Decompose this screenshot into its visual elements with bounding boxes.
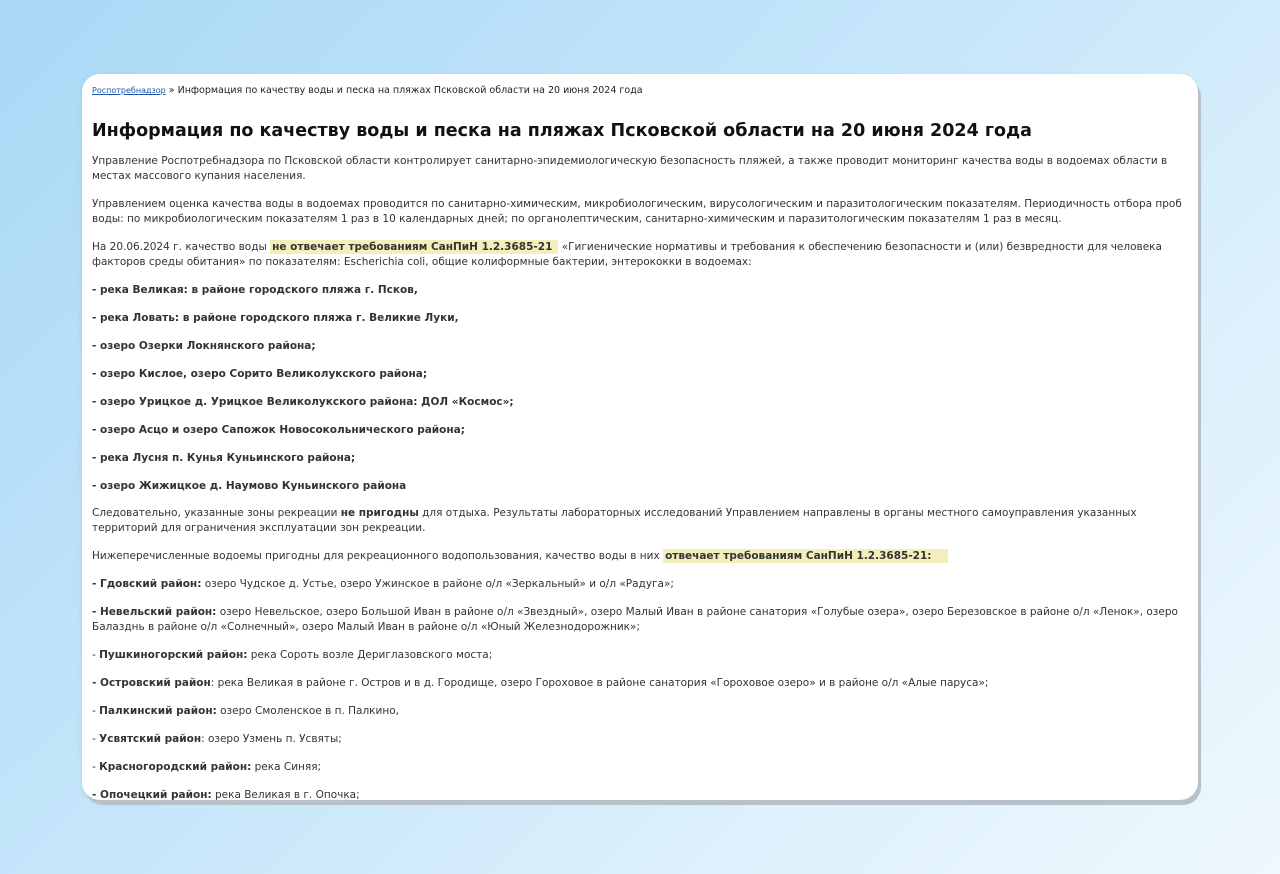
list-item: - Гдовский район: озеро Чудское д. Устье, озеро Ужинское в районе о/л «Зеркальный» и о/л «Радуга»; [92, 578, 674, 590]
list-item: - Невельский район: озеро Невельское, озеро Большой Иван в районе о/л «Звездный», озеро Малый Иван в районе санатория «Голубые озера», озеро Березовское в районе о/л «Ленок», озеро Балазднь в районе о/л «Солнечный», озеро Малый Иван в районе о/л «Юный Железнодорожник»; [92, 606, 1178, 633]
list-item: - река Великая: в районе городского пляжа г. Псков, [92, 284, 418, 296]
list-item: - Палкинский район: озеро Смоленское в п. Палкино, [92, 705, 399, 717]
list-item: - озеро Урицкое д. Урицкое Великолукского района: ДОЛ «Космос»; [92, 396, 514, 408]
suitable-list [92, 577, 1188, 800]
breadcrumb-separator: » [165, 85, 178, 96]
compliance-highlight: отвечает требованиям СанПиН 1.2.3685-21: [663, 549, 947, 563]
district-name: - Невельский район: [92, 606, 217, 618]
non-compliance-intro: На 20.06.2024 г. качество воды [92, 241, 271, 253]
article-card [82, 74, 1198, 800]
non-compliance-highlight: не отвечает требованиям СанПиН 1.2.3685-21 [270, 240, 558, 254]
district-name: Палкинский район: [99, 705, 217, 717]
list-item: - Пушкиногорский район: река Сороть возле Дериглазовского моста; [92, 649, 493, 661]
compliance-paragraph: Нижеперечисленные водоемы пригодны для рекреационного водопользования, качество воды в них отвечает требованиям СанПиН 1.2.3685-21: [92, 549, 1188, 564]
conclusion-paragraph: Следовательно, указанные зоны рекреации не пригодны для отдыха. Результаты лабораторных исследований Управлением направлены в органы местного самоуправления указанных территорий для ограничения эксплуатации зон рекреации. [92, 507, 1137, 534]
list-item: - Опочецкий район: река Великая в г. Опочка; [92, 789, 360, 800]
non-compliance-details: «Гигиенические нормативы и требования к обеспечению безопасности и (или) безвредности для человека факторов среды обитания» по показателям: Escherichia coli, общие колиформные бактерии, энтерококки в водоемах: [92, 241, 1162, 268]
district-name: Пушкиногорский район: [99, 649, 248, 661]
list-item: - река Ловать: в районе городского пляжа г. Великие Луки, [92, 312, 459, 324]
unsuitable-list [92, 283, 1188, 494]
breadcrumb [92, 83, 1188, 99]
breadcrumb-link-rospotrebnadzor[interactable]: Роспотребнадзор [92, 86, 166, 95]
non-compliance-paragraph [92, 240, 1188, 270]
list-item: - озеро Жижицкое д. Наумово Куньинского района [92, 480, 407, 492]
methodology-paragraph: Управлением оценка качества воды в водоемах проводится по санитарно-химическим, микробиологическим, вирусологическим и паразитологическим показателям. Периодичность отбора проб воды: по микробиологическим показателям 1 раз в 10 календарных дней; по органолептическим, санитарно-химическим и паразитологическим показателям 1 раз в месяц. [92, 198, 1182, 225]
list-item: - озеро Кислое, озеро Сорито Великолукского района; [92, 368, 428, 380]
list-item: - река Лусня п. Кунья Куньинского района; [92, 452, 356, 464]
list-item: - Усвятский район: озеро Узмень п. Усвяты; [92, 733, 342, 745]
district-name: - Опочецкий район: [92, 789, 212, 800]
list-item: - озеро Асцо и озеро Сапожок Новосокольнического района; [92, 424, 465, 436]
intro-paragraph: Управление Роспотребнадзора по Псковской области контролирует санитарно-эпидемиологическую безопасность пляжей, а также проводит мониторинг качества воды в водоемах области в местах массового купания населения. [92, 155, 1168, 182]
district-name: - Гдовский район: [92, 578, 202, 590]
breadcrumb-current: Информация по качеству воды и песка на пляжах Псковской области на 20 июня 2024 года [177, 85, 643, 96]
district-name: Красногородский район: [99, 761, 252, 773]
article-content [92, 83, 1188, 800]
list-item: - озеро Озерки Локнянского района; [92, 340, 316, 352]
not-suitable-emphasis: не пригодны [340, 507, 419, 519]
list-item: - Островский район: река Великая в районе г. Остров и в д. Городище, озеро Гороховое в районе санатория «Гороховое озеро» и в районе о/л «Алые паруса»; [92, 677, 989, 689]
list-item: - Красногородский район: река Синяя; [92, 761, 322, 773]
district-name: Усвятский район [99, 733, 202, 745]
district-name: - Островский район [92, 677, 211, 689]
page-title: Информация по качеству воды и песка на пляжах Псковской области на 20 июня 2024 года [92, 121, 1032, 141]
